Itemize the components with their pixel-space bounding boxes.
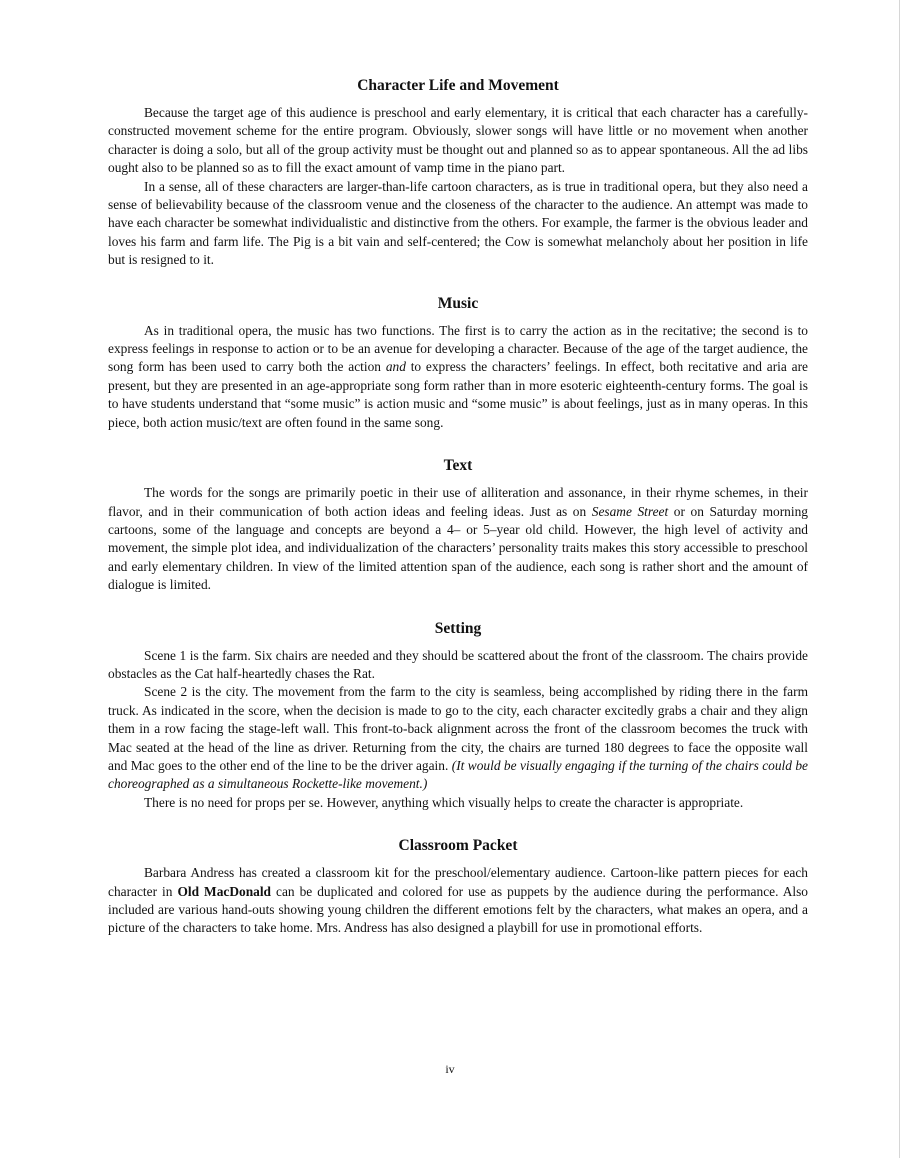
text-run-italic: (It would be visually engaging if the turning of the chairs could be choreographed as a simultaneous Rockette-like movement.) [108, 757, 808, 792]
text-run: Scene 2 is the city. The movement from the farm to the city is seamless, being accomplished by riding there in the farm truck. As indicated in the score, when the decision is made to go to the city, each character excitedly grabs a chair and they align them in a row facing the stage-left wall. This front-to-back alignment across the front of the classroom becomes the truck with Mac seated at the head of the line as driver. Returning from the city, the chairs are turned 180 degrees to face the opposite wall and Mac goes to the other end of the line to be the driver again. [108, 684, 808, 773]
section-character-life-and-movement [108, 76, 808, 270]
text-run: Barbara Andress has created a classroom kit for the preschool/elementary audience. Cartoon-like pattern pieces for each character in [108, 865, 808, 899]
paragraph [108, 864, 808, 938]
text-run: In a sense, all of these characters are larger-than-life cartoon characters, as is true in traditional opera, but they also need a sense of believability because of the classroom venue and the closeness of the character to the audience. An attempt was made to have each character be somewhat individualistic and distinctive from the others. For example, the farmer is the obvious leader and loves his farm and farm life. The Pig is a bit vain and self-centered; the Cow is somewhat melancholy about her position in life but is resigned to it. [108, 178, 808, 268]
section-heading: Music [437, 294, 479, 312]
paragraph [108, 322, 808, 432]
paragraph [108, 178, 808, 270]
text-run: or on Saturday morning cartoons, some of the language and concepts are beyond a 4– or 5–year old child. However, the high level of activity and movement, the simple plot idea, and individualization of the characters’ personality traits makes this story accessible to preschool and early elementary children. In view of the limited attention span of the audience, each song is rather short and the amount of dialogue is limited. [108, 503, 808, 593]
page-number: iv [445, 1062, 455, 1076]
section-heading: Character Life and Movement [357, 77, 559, 94]
text-run: Because the target age of this audience is preschool and early elementary, it is critical that each character has a carefully-constructed movement scheme for the entire program. Obviously, slower songs will have little or no movement when another character is doing a solo, but all of the group activity must be thought out and planned so as to appear spontaneous. All the ad libs ought also to be planned so as to fill the exact amount of vamp time in the piano part. [108, 105, 808, 176]
text-run: can be duplicated and colored for use as puppets by the audience during the performance. Also included are various hand-outs showing young children the different emotions felt by the characters, what makes an opera, and a picture of the characters to take home. Mrs. Andress has also designed a playbill for use in promotional efforts. [108, 883, 808, 936]
paragraph [108, 647, 808, 684]
text-run-bold: Old MacDonald [177, 883, 272, 899]
paragraph [108, 104, 808, 178]
text-run-italic: and [385, 359, 406, 375]
text-run-italic: Sesame Street [591, 503, 669, 519]
text-run: Scene 1 is the farm. Six chairs are needed and they should be scattered about the front of the classroom. The chairs provide obstacles as the Cat half-heartedly chases the Rat. [108, 647, 808, 681]
text-run: to express the characters’ feelings. In effect, both recitative and aria are present, but they are presented in an age-appropriate song form rather than in more esoteric eighteenth-century forms. The goal is to have students understand that “some music” is action music and “some music” is about feelings, just as in many operas. In this piece, both action music/text are often found in the same song. [108, 359, 808, 430]
paragraph [108, 484, 808, 594]
section-music [108, 294, 808, 432]
paragraph [108, 794, 808, 812]
text-run: The words for the songs are primarily poetic in their use of alliteration and assonance, in their rhyme schemes, in their flavor, and in their communication of both action ideas and feeling ideas. Just as on [108, 485, 808, 519]
section-text [108, 456, 808, 594]
section-heading: Setting [434, 619, 482, 637]
paragraph [108, 683, 808, 793]
section-classroom-packet [108, 836, 808, 938]
section-setting [108, 619, 808, 813]
text-run: As in traditional opera, the music has two functions. The first is to carry the action as in the recitative; the second is to express feelings in response to action or to be an avenue for developing a character. Because of the age of the target audience, the song form has been used to carry both the action [108, 322, 808, 375]
section-heading: Text [443, 457, 473, 475]
page-body [108, 76, 808, 962]
section-heading: Classroom Packet [398, 837, 518, 855]
text-run: There is no need for props per se. However, anything which visually helps to create the character is appropriate. [144, 794, 744, 810]
